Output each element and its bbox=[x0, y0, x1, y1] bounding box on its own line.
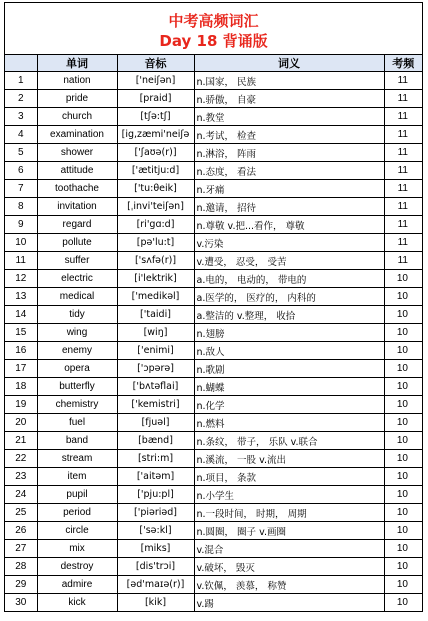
row-word: nation bbox=[37, 72, 117, 90]
row-meaning: a.医学的， 医疗的， 内科的 bbox=[194, 288, 384, 306]
row-phonetic: ['medikəl] bbox=[117, 288, 194, 306]
table-row bbox=[5, 558, 422, 576]
row-word: mix bbox=[37, 540, 117, 558]
row-word: invitation bbox=[37, 198, 117, 216]
row-meaning: n.骄傲， 自豪 bbox=[194, 90, 384, 108]
header-meaning: 词义 bbox=[194, 55, 384, 72]
row-number: 28 bbox=[5, 558, 37, 576]
row-word: opera bbox=[37, 360, 117, 378]
row-number: 15 bbox=[5, 324, 37, 342]
row-phonetic: [ig,zæmi'neiʃə bbox=[117, 126, 194, 144]
header-num bbox=[5, 55, 37, 72]
row-meaning: n.尊敬 v.把...看作， 尊敬 bbox=[194, 216, 384, 234]
row-number: 14 bbox=[5, 306, 37, 324]
row-phonetic: ['sə:kl] bbox=[117, 522, 194, 540]
row-phonetic: ['enimi] bbox=[117, 342, 194, 360]
table-row bbox=[5, 594, 422, 612]
table-row bbox=[5, 324, 422, 342]
row-phonetic: ['tu:θeik] bbox=[117, 180, 194, 198]
row-word: shower bbox=[37, 144, 117, 162]
row-frequency: 10 bbox=[384, 522, 422, 540]
row-number: 5 bbox=[5, 144, 37, 162]
row-phonetic: [bænd] bbox=[117, 432, 194, 450]
row-word: wing bbox=[37, 324, 117, 342]
row-number: 4 bbox=[5, 126, 37, 144]
table-row bbox=[5, 234, 422, 252]
table-row bbox=[5, 396, 422, 414]
row-word: chemistry bbox=[37, 396, 117, 414]
table-row bbox=[5, 306, 422, 324]
row-number: 23 bbox=[5, 468, 37, 486]
vocabulary-sheet bbox=[4, 2, 423, 612]
row-meaning: n.溪流， 一股 v.流出 bbox=[194, 450, 384, 468]
table-row bbox=[5, 414, 422, 432]
table-row bbox=[5, 360, 422, 378]
row-number: 24 bbox=[5, 486, 37, 504]
table-row bbox=[5, 288, 422, 306]
row-number: 17 bbox=[5, 360, 37, 378]
row-phonetic: ['kemistri] bbox=[117, 396, 194, 414]
row-number: 3 bbox=[5, 108, 37, 126]
row-number: 18 bbox=[5, 378, 37, 396]
row-number: 25 bbox=[5, 504, 37, 522]
vocabulary-table bbox=[5, 54, 422, 611]
row-meaning: a.整洁的 v.整理， 收拾 bbox=[194, 306, 384, 324]
row-number: 30 bbox=[5, 594, 37, 612]
row-phonetic: ['ætitju:d] bbox=[117, 162, 194, 180]
table-row bbox=[5, 432, 422, 450]
row-number: 21 bbox=[5, 432, 37, 450]
row-number: 8 bbox=[5, 198, 37, 216]
row-phonetic: [pə'lu:t] bbox=[117, 234, 194, 252]
row-frequency: 10 bbox=[384, 324, 422, 342]
row-number: 10 bbox=[5, 234, 37, 252]
row-meaning: n.敌人 bbox=[194, 342, 384, 360]
row-meaning: n.牙痛 bbox=[194, 180, 384, 198]
header-word: 单词 bbox=[37, 55, 117, 72]
row-word: church bbox=[37, 108, 117, 126]
row-word: item bbox=[37, 468, 117, 486]
row-meaning: n.翅膀 bbox=[194, 324, 384, 342]
row-word: examination bbox=[37, 126, 117, 144]
row-frequency: 10 bbox=[384, 576, 422, 594]
row-phonetic: [miks] bbox=[117, 540, 194, 558]
row-frequency: 10 bbox=[384, 504, 422, 522]
row-meaning: n.条纹， 带子， 乐队 v.联合 bbox=[194, 432, 384, 450]
table-row bbox=[5, 198, 422, 216]
row-number: 12 bbox=[5, 270, 37, 288]
header-phonetic: 音标 bbox=[117, 55, 194, 72]
row-frequency: 10 bbox=[384, 378, 422, 396]
table-row bbox=[5, 108, 422, 126]
row-number: 2 bbox=[5, 90, 37, 108]
row-phonetic: [i'lektrik] bbox=[117, 270, 194, 288]
table-header-row bbox=[5, 55, 422, 72]
row-number: 27 bbox=[5, 540, 37, 558]
row-frequency: 10 bbox=[384, 396, 422, 414]
row-frequency: 10 bbox=[384, 540, 422, 558]
row-frequency: 11 bbox=[384, 216, 422, 234]
row-frequency: 10 bbox=[384, 594, 422, 612]
row-meaning: n.小学生 bbox=[194, 486, 384, 504]
row-word: period bbox=[37, 504, 117, 522]
row-number: 13 bbox=[5, 288, 37, 306]
table-row bbox=[5, 90, 422, 108]
table-row bbox=[5, 450, 422, 468]
row-phonetic: [tʃə:tʃ] bbox=[117, 108, 194, 126]
row-word: stream bbox=[37, 450, 117, 468]
row-phonetic: ['ɔpərə] bbox=[117, 360, 194, 378]
row-frequency: 10 bbox=[384, 360, 422, 378]
row-word: attitude bbox=[37, 162, 117, 180]
row-frequency: 11 bbox=[384, 162, 422, 180]
table-row bbox=[5, 162, 422, 180]
row-frequency: 11 bbox=[384, 252, 422, 270]
row-frequency: 11 bbox=[384, 108, 422, 126]
row-number: 6 bbox=[5, 162, 37, 180]
row-meaning: v.踢 bbox=[194, 594, 384, 612]
row-word: admire bbox=[37, 576, 117, 594]
row-number: 26 bbox=[5, 522, 37, 540]
row-meaning: n.圆圈， 圈子 v.画圈 bbox=[194, 522, 384, 540]
row-phonetic: [əd'maɪə(r)] bbox=[117, 576, 194, 594]
row-number: 1 bbox=[5, 72, 37, 90]
row-word: toothache bbox=[37, 180, 117, 198]
row-word: circle bbox=[37, 522, 117, 540]
row-meaning: v.钦佩， 羡慕， 称赞 bbox=[194, 576, 384, 594]
row-meaning: n.考试， 检查 bbox=[194, 126, 384, 144]
row-frequency: 11 bbox=[384, 234, 422, 252]
row-frequency: 11 bbox=[384, 126, 422, 144]
table-row bbox=[5, 486, 422, 504]
row-meaning: v.破坏， 毁灭 bbox=[194, 558, 384, 576]
sheet-title: 中考高频词汇 bbox=[168, 12, 259, 30]
row-frequency: 11 bbox=[384, 90, 422, 108]
row-frequency: 11 bbox=[384, 180, 422, 198]
row-number: 16 bbox=[5, 342, 37, 360]
table-row bbox=[5, 378, 422, 396]
row-frequency: 10 bbox=[384, 432, 422, 450]
row-frequency: 10 bbox=[384, 270, 422, 288]
row-meaning: n.燃料 bbox=[194, 414, 384, 432]
row-word: butterfly bbox=[37, 378, 117, 396]
row-phonetic: ['ʃaʊə(r)] bbox=[117, 144, 194, 162]
table-row bbox=[5, 576, 422, 594]
table-row bbox=[5, 126, 422, 144]
sheet-subtitle: Day 18 背诵版 bbox=[159, 32, 268, 50]
row-word: enemy bbox=[37, 342, 117, 360]
row-frequency: 10 bbox=[384, 342, 422, 360]
row-frequency: 10 bbox=[384, 486, 422, 504]
row-meaning: a.电的， 电动的， 带电的 bbox=[194, 270, 384, 288]
row-meaning: n.歌剧 bbox=[194, 360, 384, 378]
table-row bbox=[5, 72, 422, 90]
row-frequency: 10 bbox=[384, 468, 422, 486]
row-phonetic: ['taidi] bbox=[117, 306, 194, 324]
table-row bbox=[5, 342, 422, 360]
row-phonetic: ['aitəm] bbox=[117, 468, 194, 486]
row-word: destroy bbox=[37, 558, 117, 576]
row-meaning: v.污染 bbox=[194, 234, 384, 252]
row-phonetic: [dis'trɔi] bbox=[117, 558, 194, 576]
table-row bbox=[5, 468, 422, 486]
row-frequency: 10 bbox=[384, 306, 422, 324]
row-meaning: n.项目， 条款 bbox=[194, 468, 384, 486]
table-row bbox=[5, 540, 422, 558]
table-row bbox=[5, 144, 422, 162]
row-number: 9 bbox=[5, 216, 37, 234]
row-meaning: n.化学 bbox=[194, 396, 384, 414]
row-frequency: 11 bbox=[384, 144, 422, 162]
row-word: fuel bbox=[37, 414, 117, 432]
row-phonetic: [praid] bbox=[117, 90, 194, 108]
row-word: pride bbox=[37, 90, 117, 108]
row-meaning: n.教堂 bbox=[194, 108, 384, 126]
table-row bbox=[5, 522, 422, 540]
row-meaning: n.态度， 看法 bbox=[194, 162, 384, 180]
row-number: 20 bbox=[5, 414, 37, 432]
row-word: electric bbox=[37, 270, 117, 288]
row-meaning: v.遭受， 忍受， 受苦 bbox=[194, 252, 384, 270]
row-phonetic: [wiŋ] bbox=[117, 324, 194, 342]
row-frequency: 10 bbox=[384, 288, 422, 306]
header-freq: 考频 bbox=[384, 55, 422, 72]
row-meaning: n.一段时间， 时期， 周期 bbox=[194, 504, 384, 522]
row-phonetic: ['neiʃən] bbox=[117, 72, 194, 90]
row-phonetic: [fjuəl] bbox=[117, 414, 194, 432]
row-phonetic: ['piəriəd] bbox=[117, 504, 194, 522]
row-meaning: n.蝴蝶 bbox=[194, 378, 384, 396]
row-word: suffer bbox=[37, 252, 117, 270]
row-phonetic: [ˌinvi'teiʃən] bbox=[117, 198, 194, 216]
row-phonetic: ['sʌfə(r)] bbox=[117, 252, 194, 270]
row-meaning: n.国家， 民族 bbox=[194, 72, 384, 90]
row-meaning: n.淋浴， 阵雨 bbox=[194, 144, 384, 162]
row-number: 29 bbox=[5, 576, 37, 594]
table-row bbox=[5, 180, 422, 198]
row-phonetic: [ri'gɑ:d] bbox=[117, 216, 194, 234]
row-meaning: v.混合 bbox=[194, 540, 384, 558]
row-frequency: 11 bbox=[384, 72, 422, 90]
row-word: kick bbox=[37, 594, 117, 612]
row-frequency: 10 bbox=[384, 558, 422, 576]
row-word: pupil bbox=[37, 486, 117, 504]
row-number: 11 bbox=[5, 252, 37, 270]
row-frequency: 10 bbox=[384, 414, 422, 432]
row-phonetic: [stri:m] bbox=[117, 450, 194, 468]
row-number: 7 bbox=[5, 180, 37, 198]
table-row bbox=[5, 216, 422, 234]
row-number: 22 bbox=[5, 450, 37, 468]
row-word: pollute bbox=[37, 234, 117, 252]
row-word: medical bbox=[37, 288, 117, 306]
row-frequency: 11 bbox=[384, 198, 422, 216]
row-phonetic: ['pju:pl] bbox=[117, 486, 194, 504]
row-frequency: 10 bbox=[384, 450, 422, 468]
table-row bbox=[5, 504, 422, 522]
table-row bbox=[5, 270, 422, 288]
row-meaning: n.邀请， 招待 bbox=[194, 198, 384, 216]
row-phonetic: ['bʌtəflai] bbox=[117, 378, 194, 396]
row-phonetic: [kik] bbox=[117, 594, 194, 612]
row-word: tidy bbox=[37, 306, 117, 324]
row-word: band bbox=[37, 432, 117, 450]
row-number: 19 bbox=[5, 396, 37, 414]
row-word: regard bbox=[37, 216, 117, 234]
table-row bbox=[5, 252, 422, 270]
